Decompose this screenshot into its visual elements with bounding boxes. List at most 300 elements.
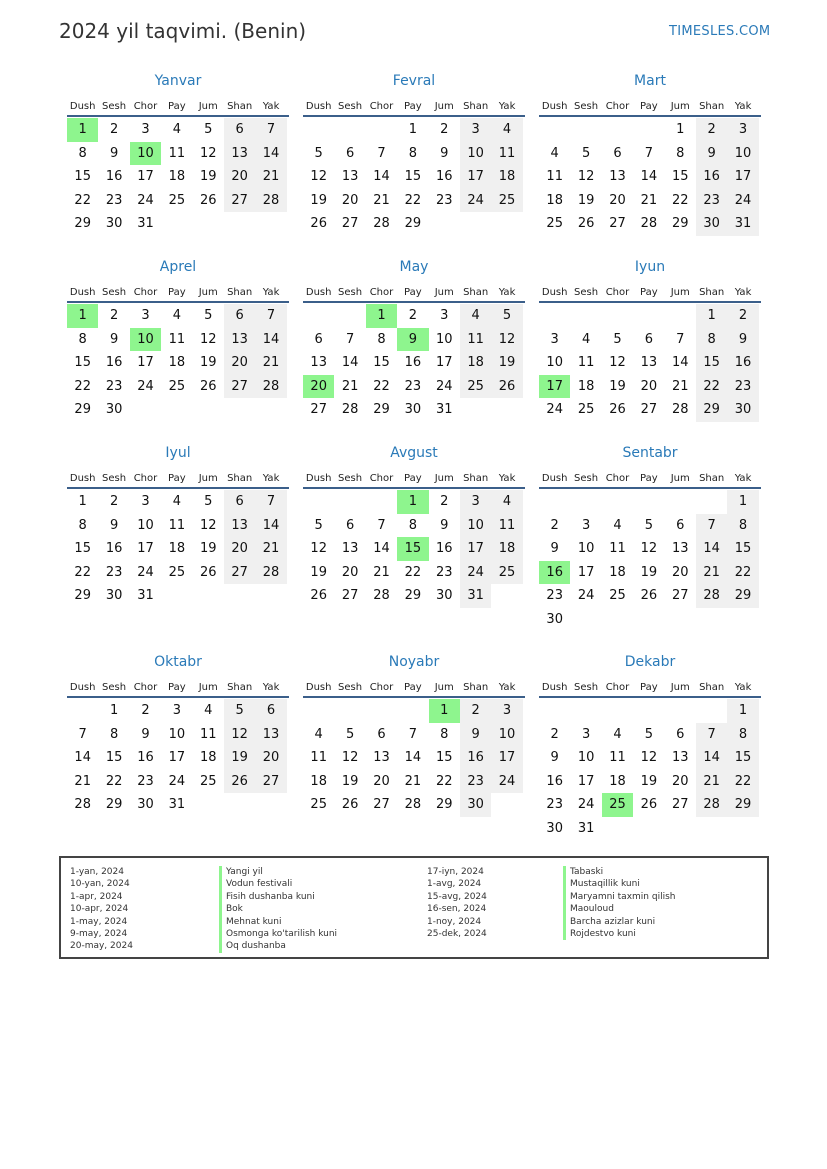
day-cell: 8 bbox=[78, 331, 87, 347]
day-cell: 9 bbox=[550, 750, 559, 766]
weekday-label: Yak bbox=[734, 682, 752, 693]
day-cell: 6 bbox=[377, 726, 386, 742]
day-cell: 16 bbox=[460, 746, 491, 770]
month-sentabr bbox=[539, 445, 761, 632]
day-cell: 1 bbox=[78, 494, 87, 509]
day-cell: 13 bbox=[310, 355, 327, 371]
weekday-label: Jum bbox=[670, 287, 690, 298]
day-cell: 7 bbox=[676, 331, 685, 347]
month-name: Oktabr bbox=[154, 654, 202, 670]
legend-date: 10-yan, 2024 bbox=[70, 879, 130, 890]
day-cell: 2 bbox=[109, 308, 119, 323]
day-cell: 16 bbox=[727, 351, 758, 375]
legend-holiday-name: Yangi yil bbox=[226, 867, 263, 877]
day-cell: 28 bbox=[671, 402, 689, 418]
day-cell: 8 bbox=[109, 726, 119, 742]
day-cell: 13 bbox=[224, 328, 255, 352]
day-cell: 19 bbox=[341, 773, 359, 789]
day-cell: 19 bbox=[640, 564, 658, 580]
day-cell: 29 bbox=[74, 588, 91, 604]
day-cell: 27 bbox=[671, 797, 689, 813]
weekday-label: Jum bbox=[670, 473, 690, 484]
legend-date: 9-may, 2024 bbox=[70, 929, 128, 940]
day-cell: 3 bbox=[581, 726, 591, 742]
day-cell: 23 bbox=[404, 378, 422, 394]
day-cell: 11 bbox=[199, 726, 217, 742]
legend-date: 15-avg, 2024 bbox=[427, 891, 487, 902]
day-cell: 9 bbox=[109, 517, 119, 533]
day-cell: 28 bbox=[255, 189, 286, 213]
weekday-label: Chor bbox=[605, 473, 630, 484]
day-cell: 20 bbox=[373, 773, 390, 789]
day-cell: 17 bbox=[137, 541, 154, 557]
weekday-label: Sesh bbox=[338, 473, 363, 484]
day-cell: 19 bbox=[199, 541, 217, 557]
day-cell: 22 bbox=[74, 564, 91, 580]
empty-day-cell bbox=[602, 699, 633, 723]
day-cell: 7 bbox=[255, 304, 286, 328]
weekday-label: Sesh bbox=[574, 101, 599, 112]
day-cell: 31 bbox=[168, 797, 186, 813]
day-cell: 7 bbox=[696, 723, 727, 747]
day-cell: 2 bbox=[727, 304, 758, 328]
weekday-label: Chor bbox=[133, 287, 158, 298]
day-cell: 23 bbox=[105, 192, 123, 208]
day-cell: 27 bbox=[224, 189, 255, 213]
day-cell: 25 bbox=[168, 378, 186, 394]
empty-day-cell bbox=[334, 490, 365, 514]
day-cell: 13 bbox=[255, 723, 286, 747]
day-cell: 28 bbox=[341, 402, 359, 418]
day-cell: 6 bbox=[314, 331, 323, 347]
day-cell: 29 bbox=[74, 402, 91, 418]
legend-holiday-name: Mehnat kuni bbox=[226, 916, 282, 927]
holiday-day-cell: 20 bbox=[303, 375, 334, 399]
legend-holiday-name: Osmonga ko'tarilish kuni bbox=[226, 929, 338, 940]
day-cell: 28 bbox=[373, 216, 390, 232]
day-cell: 24 bbox=[137, 378, 154, 394]
empty-day-cell bbox=[539, 118, 570, 142]
day-cell: 30 bbox=[460, 793, 491, 817]
day-cell: 22 bbox=[404, 564, 422, 580]
legend-date: 1-may, 2024 bbox=[70, 916, 128, 927]
day-cell: 12 bbox=[224, 723, 255, 747]
weekday-label: Shan bbox=[227, 101, 253, 112]
day-cell: 11 bbox=[546, 169, 563, 185]
month-name: Iyul bbox=[165, 445, 191, 461]
day-cell: 17 bbox=[137, 355, 154, 371]
weekday-label: Chor bbox=[369, 682, 394, 693]
day-cell: 21 bbox=[373, 192, 390, 208]
holiday-day-cell: 1 bbox=[397, 490, 428, 514]
legend-date: 25-dek, 2024 bbox=[427, 929, 487, 940]
day-cell: 14 bbox=[373, 541, 390, 557]
day-cell: 12 bbox=[640, 750, 658, 766]
legend-date: 1-noy, 2024 bbox=[427, 916, 482, 927]
day-cell: 1 bbox=[696, 304, 727, 328]
day-cell: 31 bbox=[137, 216, 154, 232]
day-cell: 26 bbox=[577, 216, 595, 232]
weekday-header bbox=[303, 470, 525, 489]
day-cell: 9 bbox=[109, 331, 119, 347]
day-cell: 16 bbox=[137, 750, 154, 766]
day-cell: 7 bbox=[345, 331, 355, 347]
day-cell: 5 bbox=[644, 517, 653, 533]
day-cell: 18 bbox=[168, 355, 186, 371]
day-cell: 5 bbox=[204, 122, 213, 137]
day-cell: 18 bbox=[491, 537, 522, 561]
day-cell: 24 bbox=[137, 192, 154, 208]
day-cell: 25 bbox=[491, 561, 522, 585]
day-cell: 30 bbox=[105, 402, 123, 418]
day-cell: 19 bbox=[310, 192, 327, 208]
day-grid bbox=[539, 490, 761, 632]
day-cell: 26 bbox=[199, 378, 217, 394]
day-cell: 13 bbox=[341, 169, 359, 185]
day-cell: 18 bbox=[491, 165, 522, 189]
day-cell: 31 bbox=[137, 588, 154, 604]
day-cell: 8 bbox=[727, 723, 758, 747]
weekday-label: Pay bbox=[168, 287, 186, 298]
day-cell: 22 bbox=[727, 770, 758, 794]
day-cell: 24 bbox=[546, 402, 563, 418]
day-cell: 21 bbox=[671, 378, 689, 394]
day-cell: 4 bbox=[460, 304, 491, 328]
day-cell: 18 bbox=[460, 351, 491, 375]
empty-day-cell bbox=[397, 699, 428, 723]
day-cell: 5 bbox=[204, 308, 213, 323]
day-cell: 27 bbox=[224, 561, 255, 585]
day-cell: 26 bbox=[341, 797, 359, 813]
month-name: Noyabr bbox=[388, 654, 440, 670]
weekday-label: Shan bbox=[699, 287, 725, 298]
day-cell: 24 bbox=[491, 770, 522, 794]
day-cell: 7 bbox=[644, 145, 653, 161]
day-cell: 2 bbox=[109, 122, 119, 137]
empty-day-cell bbox=[334, 118, 365, 142]
day-cell: 28 bbox=[74, 797, 91, 813]
day-cell: 26 bbox=[310, 216, 327, 232]
empty-day-cell bbox=[633, 490, 664, 514]
day-cell: 9 bbox=[440, 145, 449, 161]
day-cell: 20 bbox=[341, 192, 359, 208]
day-cell: 22 bbox=[435, 773, 453, 789]
weekday-header bbox=[539, 679, 761, 698]
day-cell: 16 bbox=[435, 169, 453, 185]
weekday-header bbox=[539, 284, 761, 303]
day-cell: 15 bbox=[404, 169, 422, 185]
day-cell: 20 bbox=[224, 351, 255, 375]
day-cell: 3 bbox=[460, 118, 491, 142]
legend-holiday-name: Maryamni taxmin qilish bbox=[570, 891, 676, 902]
day-cell: 1 bbox=[408, 122, 417, 137]
day-cell: 17 bbox=[577, 773, 595, 789]
day-cell: 18 bbox=[609, 564, 626, 580]
weekday-header bbox=[303, 284, 525, 303]
weekday-label: Sesh bbox=[102, 682, 127, 693]
day-cell: 3 bbox=[141, 308, 150, 323]
day-cell: 1 bbox=[727, 699, 758, 723]
day-cell: 31 bbox=[460, 584, 491, 608]
day-cell: 5 bbox=[613, 331, 622, 347]
weekday-label: Pay bbox=[640, 287, 658, 298]
day-cell: 7 bbox=[408, 726, 417, 742]
weekday-header bbox=[67, 284, 289, 303]
day-cell: 8 bbox=[696, 328, 727, 352]
day-cell: 14 bbox=[696, 746, 727, 770]
day-cell: 19 bbox=[199, 169, 217, 185]
day-cell: 22 bbox=[105, 773, 123, 789]
day-cell: 14 bbox=[404, 750, 422, 766]
site-brand-link[interactable]: TIMESLES.COM bbox=[669, 24, 771, 39]
day-cell: 3 bbox=[581, 517, 591, 533]
day-cell: 18 bbox=[168, 541, 186, 557]
day-cell: 25 bbox=[460, 375, 491, 399]
day-cell: 16 bbox=[105, 541, 123, 557]
empty-day-cell bbox=[696, 699, 727, 723]
day-cell: 9 bbox=[109, 145, 119, 161]
day-cell: 24 bbox=[435, 378, 453, 394]
day-grid bbox=[67, 118, 289, 236]
day-cell: 14 bbox=[640, 169, 658, 185]
day-cell: 17 bbox=[727, 165, 758, 189]
day-cell: 31 bbox=[727, 212, 758, 236]
day-cell: 25 bbox=[491, 189, 522, 213]
day-cell: 26 bbox=[640, 797, 658, 813]
day-cell: 2 bbox=[460, 699, 491, 723]
day-cell: 17 bbox=[137, 169, 154, 185]
day-cell: 16 bbox=[546, 773, 563, 789]
day-cell: 24 bbox=[727, 189, 758, 213]
day-cell: 24 bbox=[577, 797, 595, 813]
day-cell: 8 bbox=[377, 331, 386, 347]
day-cell: 12 bbox=[640, 541, 658, 557]
empty-day-cell bbox=[665, 490, 696, 514]
day-cell: 12 bbox=[341, 750, 359, 766]
day-cell: 1 bbox=[727, 490, 758, 514]
day-cell: 4 bbox=[204, 703, 213, 718]
day-cell: 13 bbox=[341, 541, 359, 557]
day-cell: 4 bbox=[491, 118, 522, 142]
empty-day-cell bbox=[539, 699, 570, 723]
day-cell: 29 bbox=[696, 398, 727, 422]
day-cell: 15 bbox=[727, 746, 758, 770]
legend-holiday-name: Oq dushanba bbox=[226, 941, 286, 952]
day-cell: 13 bbox=[671, 541, 689, 557]
day-cell: 7 bbox=[255, 118, 286, 142]
legend-holiday-name: Fisih dushanba kuni bbox=[226, 891, 315, 902]
day-cell: 27 bbox=[341, 216, 359, 232]
day-cell: 21 bbox=[255, 537, 286, 561]
empty-day-cell bbox=[665, 304, 696, 328]
legend-names-col1 bbox=[219, 866, 337, 953]
day-cell: 27 bbox=[224, 375, 255, 399]
day-cell: 19 bbox=[199, 355, 217, 371]
day-cell: 8 bbox=[440, 726, 449, 742]
day-cell: 26 bbox=[491, 375, 522, 399]
day-cell: 13 bbox=[609, 169, 626, 185]
day-cell: 4 bbox=[491, 490, 522, 514]
day-cell: 15 bbox=[74, 169, 91, 185]
day-cell: 21 bbox=[255, 351, 286, 375]
day-cell: 1 bbox=[109, 703, 119, 718]
day-cell: 11 bbox=[609, 750, 626, 766]
day-cell: 10 bbox=[460, 142, 491, 166]
day-cell: 30 bbox=[696, 212, 727, 236]
day-cell: 28 bbox=[640, 216, 658, 232]
weekday-label: Shan bbox=[699, 473, 725, 484]
holiday-day-cell: 25 bbox=[602, 793, 633, 817]
weekday-label: Yak bbox=[262, 287, 280, 298]
weekday-label: Jum bbox=[198, 682, 218, 693]
day-cell: 14 bbox=[255, 328, 286, 352]
day-cell: 30 bbox=[137, 797, 154, 813]
day-cell: 3 bbox=[460, 490, 491, 514]
day-cell: 14 bbox=[696, 537, 727, 561]
weekday-label: Dush bbox=[305, 287, 332, 298]
day-cell: 6 bbox=[676, 517, 685, 533]
empty-day-cell bbox=[602, 118, 633, 142]
day-cell: 9 bbox=[550, 541, 559, 557]
day-cell: 22 bbox=[671, 192, 689, 208]
day-cell: 15 bbox=[696, 351, 727, 375]
weekday-label: Shan bbox=[227, 287, 253, 298]
weekday-label: Dush bbox=[69, 101, 96, 112]
day-cell: 29 bbox=[435, 797, 453, 813]
weekday-label: Chor bbox=[605, 682, 630, 693]
month-oktabr bbox=[67, 654, 289, 817]
day-cell: 18 bbox=[310, 773, 327, 789]
day-cell: 20 bbox=[640, 378, 658, 394]
day-cell: 27 bbox=[341, 588, 359, 604]
holiday-day-cell: 10 bbox=[130, 142, 161, 166]
weekday-label: Dush bbox=[305, 101, 332, 112]
day-cell: 12 bbox=[199, 331, 217, 347]
empty-day-cell bbox=[539, 490, 570, 514]
day-cell: 19 bbox=[577, 192, 595, 208]
day-cell: 14 bbox=[341, 355, 359, 371]
day-cell: 7 bbox=[696, 514, 727, 538]
day-cell: 26 bbox=[310, 588, 327, 604]
day-cell: 6 bbox=[224, 118, 255, 142]
month-name: Mart bbox=[634, 73, 666, 89]
empty-day-cell bbox=[602, 490, 633, 514]
weekday-label: Pay bbox=[404, 473, 422, 484]
day-cell: 30 bbox=[546, 611, 563, 627]
day-cell: 6 bbox=[613, 145, 622, 161]
day-cell: 20 bbox=[255, 746, 286, 770]
day-cell: 3 bbox=[440, 308, 449, 323]
day-cell: 13 bbox=[224, 142, 255, 166]
day-grid bbox=[539, 699, 761, 841]
holiday-day-cell: 16 bbox=[539, 561, 570, 585]
weekday-label: Dush bbox=[541, 682, 568, 693]
day-cell: 11 bbox=[460, 328, 491, 352]
empty-day-cell bbox=[633, 118, 664, 142]
day-cell: 13 bbox=[224, 514, 255, 538]
day-cell: 4 bbox=[613, 517, 622, 533]
day-cell: 3 bbox=[141, 122, 150, 137]
day-cell: 29 bbox=[404, 216, 422, 232]
day-cell: 28 bbox=[696, 584, 727, 608]
weekday-label: Yak bbox=[498, 682, 516, 693]
day-cell: 14 bbox=[255, 142, 286, 166]
day-cell: 9 bbox=[696, 142, 727, 166]
holiday-day-cell: 1 bbox=[366, 304, 397, 328]
day-cell: 11 bbox=[609, 541, 626, 557]
day-cell: 7 bbox=[377, 145, 386, 161]
day-cell: 8 bbox=[78, 145, 87, 161]
day-cell: 17 bbox=[577, 564, 595, 580]
day-cell: 14 bbox=[671, 355, 689, 371]
day-cell: 13 bbox=[640, 355, 658, 371]
legend-holiday-name: Rojdestvo kuni bbox=[570, 929, 636, 940]
weekday-label: Sesh bbox=[574, 473, 599, 484]
day-cell: 21 bbox=[255, 165, 286, 189]
day-cell: 8 bbox=[676, 145, 685, 161]
day-cell: 10 bbox=[491, 723, 522, 747]
month-name: May bbox=[399, 259, 429, 275]
day-cell: 3 bbox=[727, 118, 758, 142]
weekday-label: Jum bbox=[434, 101, 454, 112]
weekday-header bbox=[303, 98, 525, 117]
month-may bbox=[303, 259, 525, 422]
empty-day-cell bbox=[539, 304, 570, 328]
day-grid bbox=[67, 699, 289, 817]
day-cell: 23 bbox=[137, 773, 154, 789]
day-cell: 19 bbox=[609, 378, 626, 394]
day-cell: 14 bbox=[255, 514, 286, 538]
day-cell: 12 bbox=[609, 355, 626, 371]
day-cell: 15 bbox=[105, 750, 123, 766]
weekday-label: Sesh bbox=[338, 682, 363, 693]
day-cell: 9 bbox=[440, 517, 449, 533]
day-cell: 29 bbox=[671, 216, 689, 232]
weekday-header bbox=[67, 470, 289, 489]
month-avgust bbox=[303, 445, 525, 608]
weekday-label: Yak bbox=[498, 101, 516, 112]
day-cell: 2 bbox=[550, 517, 559, 533]
empty-day-cell bbox=[570, 490, 601, 514]
day-cell: 21 bbox=[404, 773, 422, 789]
weekday-label: Chor bbox=[369, 287, 394, 298]
day-cell: 23 bbox=[460, 770, 491, 794]
day-cell: 13 bbox=[373, 750, 390, 766]
month-iyul bbox=[67, 445, 289, 608]
legend-date: 17-iyn, 2024 bbox=[427, 867, 484, 877]
day-cell: 30 bbox=[105, 216, 123, 232]
day-cell: 26 bbox=[609, 402, 626, 418]
day-cell: 21 bbox=[74, 773, 91, 789]
month-name: Iyun bbox=[634, 259, 666, 275]
weekday-label: Pay bbox=[640, 682, 658, 693]
day-cell: 6 bbox=[255, 699, 286, 723]
day-cell: 30 bbox=[435, 588, 453, 604]
weekday-label: Jum bbox=[434, 473, 454, 484]
day-cell: 21 bbox=[696, 561, 727, 585]
legend-date: 20-may, 2024 bbox=[70, 941, 133, 952]
holiday-day-cell: 10 bbox=[130, 328, 161, 352]
day-cell: 21 bbox=[696, 770, 727, 794]
day-cell: 4 bbox=[172, 308, 181, 323]
day-cell: 27 bbox=[671, 588, 689, 604]
month-yanvar bbox=[67, 73, 289, 236]
month-iyun bbox=[539, 259, 761, 422]
day-cell: 25 bbox=[168, 192, 186, 208]
day-cell: 22 bbox=[74, 378, 91, 394]
day-grid bbox=[539, 118, 761, 236]
day-grid bbox=[303, 490, 525, 608]
